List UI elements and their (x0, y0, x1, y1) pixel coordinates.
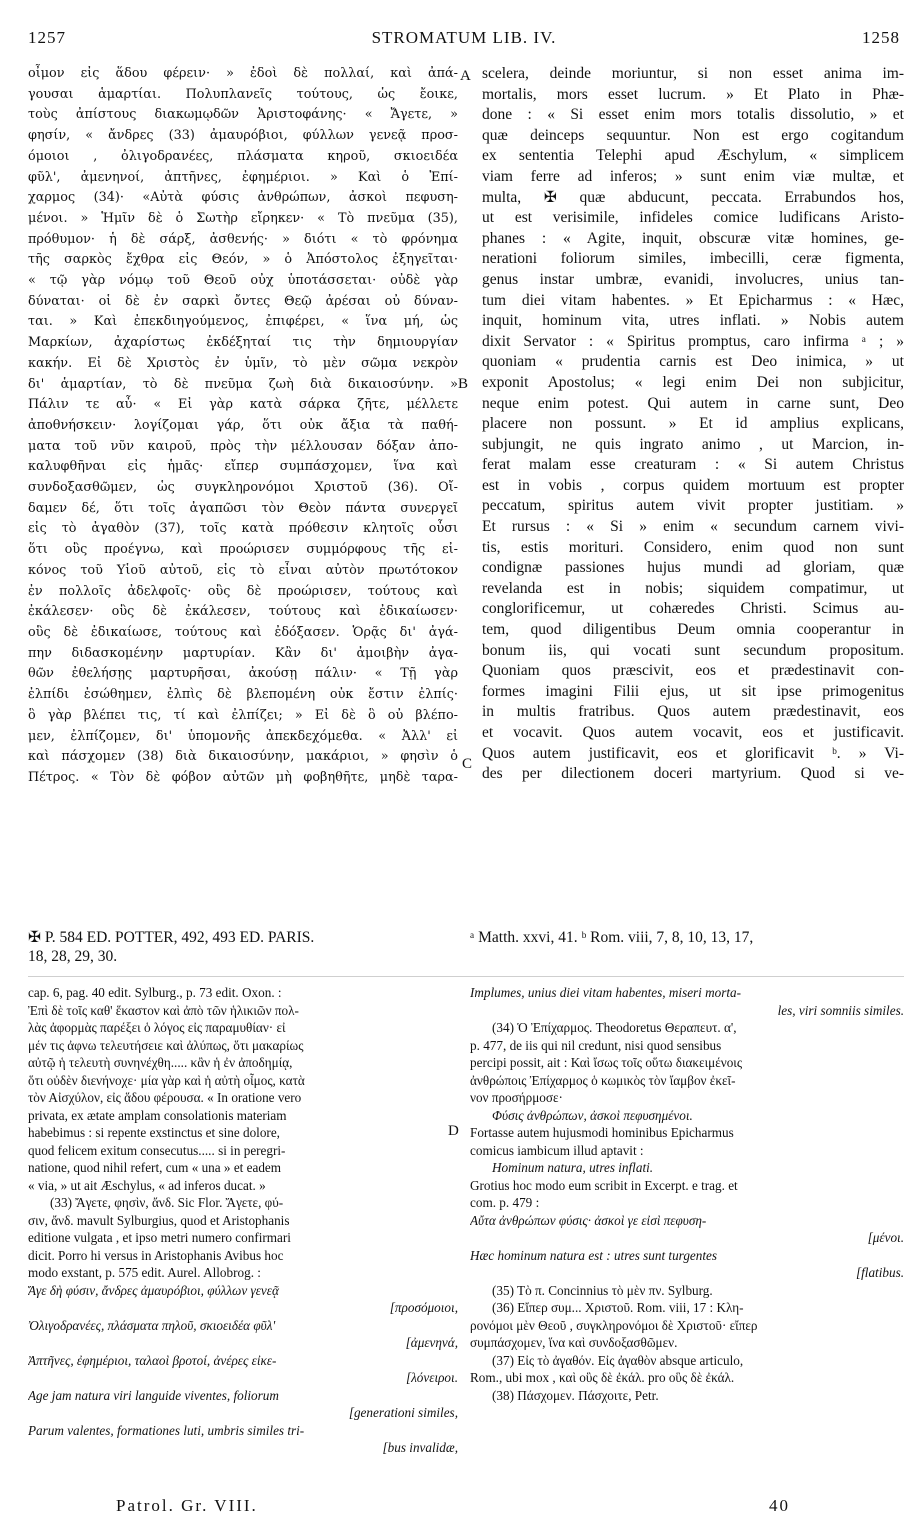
footnote-line: natione, quod nihil refert, cum « una » et eadem (28, 1160, 282, 1175)
footnote-line: συμπάσχομεν, ἵνα καὶ συνδοξασθῶμεν. (470, 1335, 678, 1350)
text-line: ἐλπίδι ἐσώθημεν, ἐλπὶς δὲ βλεπομένη οὐκ ἔστιν ἐλπίς· (28, 687, 458, 703)
text-line: καὶ πάσχομεν (38) διὰ δικαιοσύνην, μακάριοι, » φησὶν ὁ (28, 749, 458, 765)
text-line: δι' ἁμαρτίαν, τὸ δὲ πνεῦμα ζωὴ διὰ δικαιοσύνην. » (28, 376, 458, 392)
text-line: ὃ γὰρ βλέπει τις, τί καὶ ἐλπίζει; » Εἰ δὲ ὃ οὐ βλέπο- (28, 707, 458, 723)
text-line: Πέτρος. « Τὸν δὲ φόβον αὐτῶν μὴ φοβηθῆτε, μηδὲ ταρα- (28, 769, 458, 785)
footnote-line: Parum valentes, formationes luti, umbris similes tri- (28, 1422, 305, 1438)
footnote-line: λὰς ἀφορμὰς παρέξει ὁ λόγος εἰς παραμυθίαν· εἰ (28, 1020, 286, 1035)
text-line: in multis fratribus. Quos autem prædestinavit, eos (482, 703, 904, 721)
page-number-left: 1257 (28, 28, 66, 47)
footnote-line: Fortasse autem hujusmodi hominibus Epicharmus (470, 1125, 734, 1140)
text-line: subjungit, ne quis ingrato animo , ut Marcion, in- (482, 435, 904, 453)
text-line: μεν, ἐλπίζομεν, δι' ὑπομονῆς ἀπεκδεχόμεθα. « Ἀλλ' εἰ (28, 728, 458, 744)
footnote-line: μέν τις ἀφνω τελευτήσειε καὶ ἀλύπως, ὅτι μακαρίως (28, 1037, 304, 1053)
text-line: ἀποθνήσκειν· λογίζομαι γάρ, ὅτι οὐκ ἄξια τὰ παθή- (28, 417, 458, 433)
footnotes-right-column (470, 984, 904, 1404)
section-marker-d: D (448, 1123, 459, 1139)
footnote-line: Hæc hominum natura est : utres sunt turgentes (470, 1247, 718, 1263)
text-line: ματα τοῦ νῦν καιροῦ, πρὸς τὴν μέλλουσαν δόξαν ἀπο- (28, 438, 458, 454)
footnote-line: Rom., ubi mox , καὶ οὓς δὲ ἐκάλ. pro οὓς δὲ ἐκάλ. (470, 1370, 735, 1385)
footnote-line: Αὔτα ἀνθρώπων φύσις· ἀσκοὶ γε εἰσὶ πεφυση- (470, 1212, 707, 1228)
text-line: neque enim potest. Qui autem in carne sunt, Deo (482, 394, 904, 412)
text-line: μένοι. » Ἡμῖν δὲ ὁ Σωτὴρ εἴρηκεν· « Τὸ πνεῦμα (35), (28, 210, 458, 226)
text-line: οἶμον εἰς ἅδου φέρειν· » ἐδοὶ δὲ πολλαί, καὶ ἀπά- (28, 66, 458, 81)
footnote-line: privata, ex ætate amplam consolationis materiam (28, 1107, 287, 1123)
footnote-line: p. 477, de iis qui nil credunt, nisi quod sensibus (470, 1037, 722, 1053)
footnote-line: Φύσις ἀνθρώπων, ἀσκοὶ πεφυσημένοι. (492, 1107, 693, 1123)
footnote-line: Ὀλιγοδρανέες, πλάσματα πηλοῦ, σκιοειδέα φῦλ' (28, 1317, 276, 1333)
text-line: quæ deinceps sequuntur. Non est ergo cogitandum (482, 126, 904, 144)
footnote-line: habebimus : si repente exstinctus et sine dolore, (28, 1125, 280, 1140)
text-line: κόνος τοῦ Υἱοῦ αὐτοῦ, εἰς τὸ εἶναι αὐτὸν πρωτότοκον (28, 562, 458, 578)
text-line: « τῷ γὰρ νόμῳ τοῦ Θεοῦ οὐχ ὑποτάσσεται· οὐδὲ γὰρ (28, 273, 458, 289)
text-line: condignæ passiones hujus mundi ad gloriam, quæ (482, 559, 904, 577)
footnotes-left-column (28, 984, 458, 1457)
footnote-line: τὸν Αἰσχύλον, εἰς ἅδου φέρουσα. « In oratione vero (28, 1090, 302, 1105)
text-line: dixit Servator : « Spiritus promptus, caro infirma ᵃ ; » (482, 332, 904, 350)
edition-note-line-1: ✠ P. 584 ED. POTTER, 492, 493 ED. PARIS. (28, 929, 315, 946)
text-line: scelera, deinde moriuntur, si non esset anima im- (482, 65, 904, 82)
text-line: Et rursus : « Si » enim « secundum carnem vivi- (482, 518, 904, 536)
footnote-line: ὅτι οὐδὲν διενήνοχε· μία γὰρ καὶ ἡ αὐτὴ οἶμος, κατὰ (28, 1072, 305, 1088)
text-line: πρόθυμον· ἡ δὲ σάρξ, ἀσθενής· » διότι « τὸ φρόνημα (28, 231, 458, 247)
text-line: Πάλιν τε αὖ· « Εἰ γὰρ κατὰ σάρκα ζῆτε, μέλλετε (28, 397, 458, 413)
footnote-line: Ἄγε δὴ φύσιν, ἄνδρες ἀμαυρόβιοι, φύλλων γενεᾷ (28, 1282, 279, 1298)
footnote-line: Hominum natura, utres inflati. (492, 1160, 654, 1175)
text-line: bonum iis, qui vocati sunt secundum propositum. (482, 641, 904, 659)
text-line: genus instar umbræ, evanidi, involucres, unius tan- (482, 270, 904, 288)
text-line: est in vobis , corpus quidem mortuum est propter (482, 476, 904, 494)
text-line: tum diei vitam habentes. » Et Epicharmus : « Hæc, (482, 291, 904, 309)
footnote-line: les, viri somniis similes. (777, 1002, 904, 1018)
footnote-line: ρονόμοι μὲν Θεοῦ , συγκληρονόμοι δὲ Χριστοῦ· εἴπερ (470, 1317, 758, 1333)
text-line: γουσαι ἁμαρτίαι. Πολυπλανεῖς τούτους, ὡς ἔοικε, (28, 86, 458, 102)
text-line: καλυφθῆναι εἰς ἡμᾶς· εἴπερ συμπάσχομεν, ἵνα καὶ (28, 459, 458, 475)
text-line: tem, quod diligentibus Deum omnia cooperantur in (482, 621, 904, 639)
footnote-line: [ἀμενηνά, (405, 1335, 458, 1350)
volume-signature: Patrol. Gr. VIII. (116, 1496, 258, 1515)
footnote-line: [bus invalidæ, (382, 1440, 458, 1455)
text-line: φησίν, « ἄνδρες (33) ἀμαυρόβιοι, φύλλων γενεᾷ προσ- (28, 128, 458, 144)
text-line: πην διδασκομένην μαρτυρίαν. Κἂν δι' ἀμοιβὴν ἀγα- (28, 645, 458, 661)
running-header (28, 20, 900, 52)
footnote-line: (35) Τὸ π. Concinnius τὸ μὲν πν. Sylburg. (492, 1282, 713, 1298)
text-line: formes imagini Filii ejus, ut sit ipse primogenitus (482, 682, 904, 700)
text-line: ται. » Καὶ ἐπεκδιηγούμενος, ἐπιφέρει, « ἵνα μή, ὡς (28, 314, 458, 330)
text-line: inquit, hominum vita, utres inflati. » Nobis autem (482, 312, 904, 330)
text-line: τοὺς ἀπίστους διακωμῳδῶν Ἀριστοφάνης· « Ἄγετε, » (28, 107, 458, 123)
text-line: συνδοξασθῶμεν, ὡς συγκληρονόμοι Χριστοῦ (36). Οἴ- (28, 480, 458, 496)
text-line: tis, estis morituri. Considero, enim quod non sunt (482, 538, 904, 556)
text-line: des per dilectionem doceri martyrium. Quod si ve- (482, 765, 904, 783)
signature-number: 40 (769, 1496, 790, 1515)
footnote-line: modo exstant, p. 575 edit. Aurel. Allobrog. : (28, 1265, 261, 1280)
footnote-line: [λόνειροι. (405, 1370, 458, 1385)
footnote-line: σιν, ἄνδ. mavult Sylburgius, quod et Aristophanis (28, 1212, 290, 1228)
text-line: φῦλ', ἀμενηνοί, ἀπτῆνες, ἐφημέριοι. » Καὶ ὁ Ἐπί- (28, 169, 458, 185)
text-line: conglorificemur, ut cohæredes Christi. Scimus au- (482, 600, 904, 618)
footnote-line: Ἐπὶ δὲ τοῖς καθ' ἕκαστον καὶ ἀπὸ τῶν ἡλικιῶν πολ- (28, 1002, 299, 1018)
latin-text-column (482, 64, 904, 785)
text-line: ex sententia Telephi apud Æschylum, « simplicem (482, 147, 904, 165)
footnote-line: (36) Εἴπερ συμ... Χριστοῦ. Rom. viii, 17 : Κλη- (492, 1300, 744, 1315)
text-line: peccatum, spiritus autem vivit propter justitiam. » (482, 497, 904, 515)
edition-note-line-2: 18, 28, 29, 30. (28, 948, 118, 965)
footnote-line: ἀνθρώποις Ἐπίχαρμος ὁ κωμικὸς τὸν ἴαμβον ἐκεῖ- (470, 1072, 736, 1088)
text-line: placere non possunt. » Et id amplius explicans, (482, 415, 904, 433)
footnote-line: comicus iambicum illud aptavit : (470, 1142, 644, 1158)
running-title: STROMATUM LIB. IV. (371, 28, 557, 47)
section-marker-c: C (462, 756, 473, 772)
footnote-line: editione vulgata , et ipso metri numero confirmari (28, 1230, 291, 1245)
footnote-line: (37) Εἰς τὸ ἀγαθόν. Εἰς ἀγαθὸν absque articulo, (492, 1352, 744, 1368)
footnote-line: quod felicem exitum consecutus..... si in peregri- (28, 1142, 286, 1158)
text-line: ferat malam esse creaturam : « Si autem Christus (482, 456, 904, 474)
footnote-line: « via, » ut ait Æschylus, « ad inferos ducat. » (28, 1177, 266, 1193)
text-line: δαμεν δέ, ὅτι τοῖς ἀγαπῶσι τὸν Θεὸν πάντα συνεργεῖ (28, 500, 458, 516)
text-line: ut est verisimile, infideles comice ludificans Aristo- (482, 209, 904, 227)
text-line: τῆς σαρκὸς ἔχθρα εἰς Θεόν, » ὁ Ἀπόστολος ἐξηγεῖται· (28, 252, 458, 268)
text-line: κακήν. Εἰ δὲ Χριστὸς ἐν ὑμῖν, τὸ μὲν σῶμα νεκρὸν (28, 355, 458, 371)
text-line: Quoniam quos præscivit, eos et prædestinavit con- (482, 662, 904, 680)
text-line: ἐκάλεσεν· οὓς δὲ ἐκάλεσεν, τούτους καὶ ἐδικαίωσεν· (28, 604, 458, 620)
footnote-line: percipi possit, ait : Καὶ ἴσως τοῖς οὕτω διακειμένοις (470, 1055, 743, 1070)
greek-text-column (28, 64, 458, 789)
footnote-divider (28, 976, 904, 977)
footnote-line: [generationi similes, (348, 1405, 458, 1420)
scripture-references: ᵃ Matth. xxvi, 41. ᵇ Rom. viii, 7, 8, 10, 13, 17, (470, 929, 754, 946)
footnote-line: (38) Πάσχομεν. Πάσχοιτε, Petr. (492, 1387, 659, 1403)
footnote-line: αὐτῷ ἡ τελευτὴ συνηνέχθη..... κἂν ἡ ἐν ἀποδημίᾳ, (28, 1055, 293, 1070)
text-line: done : « Si esset enim mors totalis dissolutio, » et (482, 106, 904, 124)
text-line: όμοιοι , ὀλιγοδρανέες, πλάσματα κηροῦ, σκιοειδέα (28, 148, 458, 164)
footnote-line: Age jam natura viri languide viventes, foliorum (28, 1387, 279, 1403)
page-footer (28, 1496, 900, 1522)
footnote-line: dicit. Porro hi versus in Aristophanis Avibus hoc (28, 1247, 284, 1263)
footnote-line: [μένοι. (867, 1230, 904, 1245)
text-line: phanes : « Agite, inquit, obscuræ vitæ homines, ge- (482, 229, 904, 247)
section-marker-b: B (458, 376, 469, 392)
text-line: Quos autem justificavit, eos et glorificavit ᵇ. » Vi- (482, 744, 904, 762)
text-line: multa, ✠ quæ abducunt, peccata. Errabundos hos, (482, 188, 904, 206)
page-number-right: 1258 (862, 28, 900, 47)
text-line: Μαρκίων, ἀχαρίστως ἐκδέξηταί τις τὴν δημιουργίαν (28, 335, 458, 351)
footnote-line: νον προσήρμοσε· (470, 1090, 563, 1105)
text-line: ἐν πολλοῖς ἀδελφοῖς· οὓς δὲ προώρισεν, τούτους καὶ (28, 583, 458, 599)
footnote-line: (33) Ἄγετε, φησὶν, ἄνδ. Sic Flor. Ἄγετε, φύ- (50, 1195, 284, 1210)
footnote-line: [προσόμοιοι, (389, 1300, 458, 1315)
footnote-line: Grotius hoc modo eum scribit in Excerpt. e trag. et (470, 1177, 738, 1193)
section-marker-a: A (460, 68, 471, 84)
text-line: mortalis, mors esset lucrum. » Et Plato in Phæ- (482, 85, 904, 103)
text-line: χαρμος (34)· «Αὐτὰ φύσις ἀνθρώπων, ἀσκοὶ πεφυση- (28, 190, 458, 206)
text-line: εἰς τὸ ἀγαθὸν (37), τοῖς κατὰ πρόθεσιν κλητοῖς οὖσι (28, 521, 458, 537)
footnote-line: com. p. 479 : (470, 1195, 540, 1210)
text-line: revelanda est in nobis; siquidem compatimur, ut (482, 579, 904, 597)
text-line: οὓς δὲ ἐδικαίωσε, τούτους καὶ ἐδόξασεν. Ὁρᾷς δι' ἀγά- (28, 624, 458, 640)
text-line: ὅτι οὓς προέγνω, καὶ προώρισεν συμμόρφους τῆς εἰ- (28, 542, 458, 558)
footnote-line: Ἀπτῆνες, ἐφημέριοι, ταλαοὶ βροτοί, ἀνέρες εἰκε- (28, 1352, 277, 1368)
footnote-line: Implumes, unius diei vitam habentes, miseri morta- (470, 985, 742, 1000)
footnote-line: (34) Ὁ Ἐπίχαρμος. Theodoretus Θεραπευτ. α', (492, 1020, 737, 1035)
text-line: exponit Apostolus; « legi enim Dei non subjicitur, (482, 373, 904, 391)
text-line: quoniam « prudentia carnis est Deo inimica, » ut (482, 353, 904, 371)
text-line: nerationi foliorum similes, imbecilli, ceræ figmenta, (482, 250, 904, 268)
edition-note (28, 928, 458, 966)
text-line: viam ferre ad inferos; » sunt enim viæ multæ, et (482, 167, 904, 185)
text-line: et vocavit. Quos autem vocavit, eos et justificavit. (482, 724, 904, 741)
text-line: δύναται· οἱ δὲ ἐν σαρκὶ ὄντες Θεῷ ἀρέσαι οὐ δύναν- (28, 293, 458, 309)
footnote-line: cap. 6, pag. 40 edit. Sylburg., p. 73 edit. Oxon. : (28, 985, 282, 1000)
text-line: θῶν ἐθελήσῃς μαρτυρῆσαι, ἀκούσῃ πάλιν· « Τῇ γὰρ (28, 666, 458, 682)
footnote-line: [flatibus. (856, 1265, 904, 1280)
